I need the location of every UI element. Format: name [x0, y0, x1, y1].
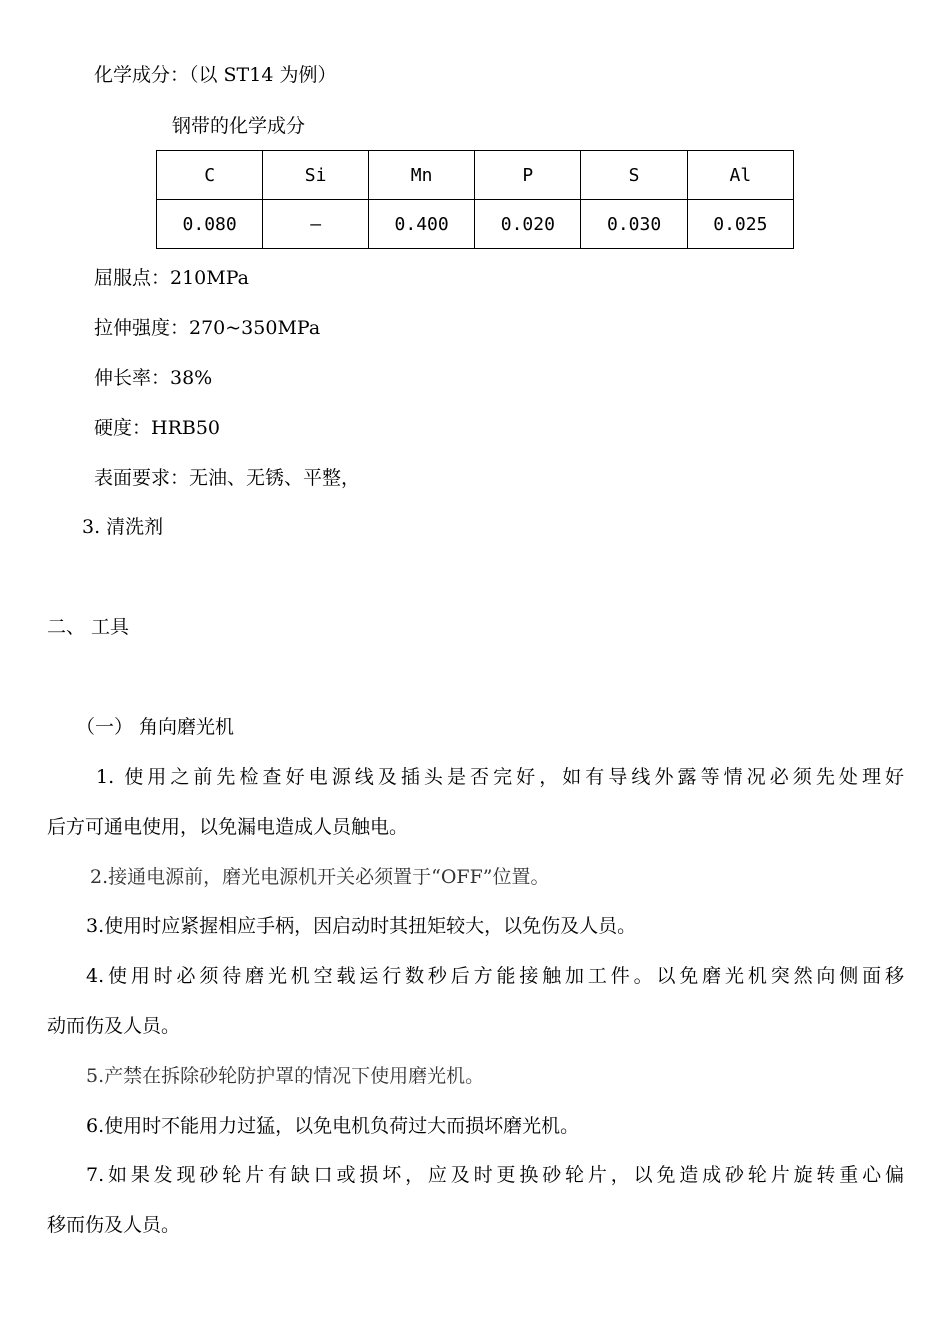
table-header-cell: P — [475, 151, 581, 200]
rule-6: 6.使用时不能用力过猛，以免电机负荷过大而损坏磨光机。 — [86, 1115, 580, 1137]
rule-2: 2.接通电源前，磨光电源机开关必须置于“OFF”位置。 — [90, 866, 550, 888]
rule-1-line-2: 后方可通电使用，以免漏电造成人员触电。 — [47, 816, 409, 838]
table-cell: 0.080 — [157, 200, 263, 249]
surface-requirement: 表面要求：无油、无锈、平整， — [94, 467, 361, 489]
table-header-row — [157, 151, 794, 200]
table-cell: 0.025 — [687, 200, 793, 249]
table-row — [157, 200, 794, 249]
table-header-cell: Si — [263, 151, 369, 200]
rule-3: 3.使用时应紧握相应手柄，因启动时其扭矩较大，以免伤及人员。 — [86, 915, 637, 937]
rule-4-line-1: 4.使用时必须待磨光机空载运行数秒后方能接触加工件。以免磨光机突然向侧面移 — [86, 965, 904, 987]
rule-1-line-1: 1. 使用之前先检查好电源线及插头是否完好，如有导线外露等情况必须先处理好 — [96, 766, 904, 788]
section-heading-tools: 二、 工具 — [47, 616, 130, 638]
table-cell: 0.020 — [475, 200, 581, 249]
item-cleaning-agent: 3. 清洗剂 — [82, 516, 164, 538]
yield-point: 屈服点：210MPa — [94, 267, 249, 289]
elongation: 伸长率：38% — [94, 367, 213, 389]
table-header-cell: Mn — [369, 151, 475, 200]
table-cell: 0.030 — [581, 200, 687, 249]
rule-7-line-2: 移而伤及人员。 — [47, 1214, 181, 1236]
rule-5: 5.产禁在拆除砂轮防护罩的情况下使用磨光机。 — [86, 1065, 485, 1087]
rule-4-line-2: 动而伤及人员。 — [47, 1015, 181, 1037]
tensile-strength: 拉伸强度：270~350MPa — [94, 317, 321, 339]
composition-heading: 化学成分：（以 ST14 为例） — [94, 64, 337, 86]
hardness: 硬度：HRB50 — [94, 417, 221, 439]
table-header-cell: Al — [687, 151, 793, 200]
table-cell: 0.400 — [369, 200, 475, 249]
table-caption: 钢带的化学成分 — [172, 115, 306, 137]
chemical-composition-table — [156, 150, 794, 249]
rule-7-line-1: 7.如果发现砂轮片有缺口或损坏，应及时更换砂轮片，以免造成砂轮片旋转重心偏 — [86, 1164, 904, 1186]
table-header-cell: S — [581, 151, 687, 200]
table-header-cell: C — [157, 151, 263, 200]
subsection-heading-angle-grinder: （一） 角向磨光机 — [76, 716, 235, 738]
table-cell: — — [263, 200, 369, 249]
